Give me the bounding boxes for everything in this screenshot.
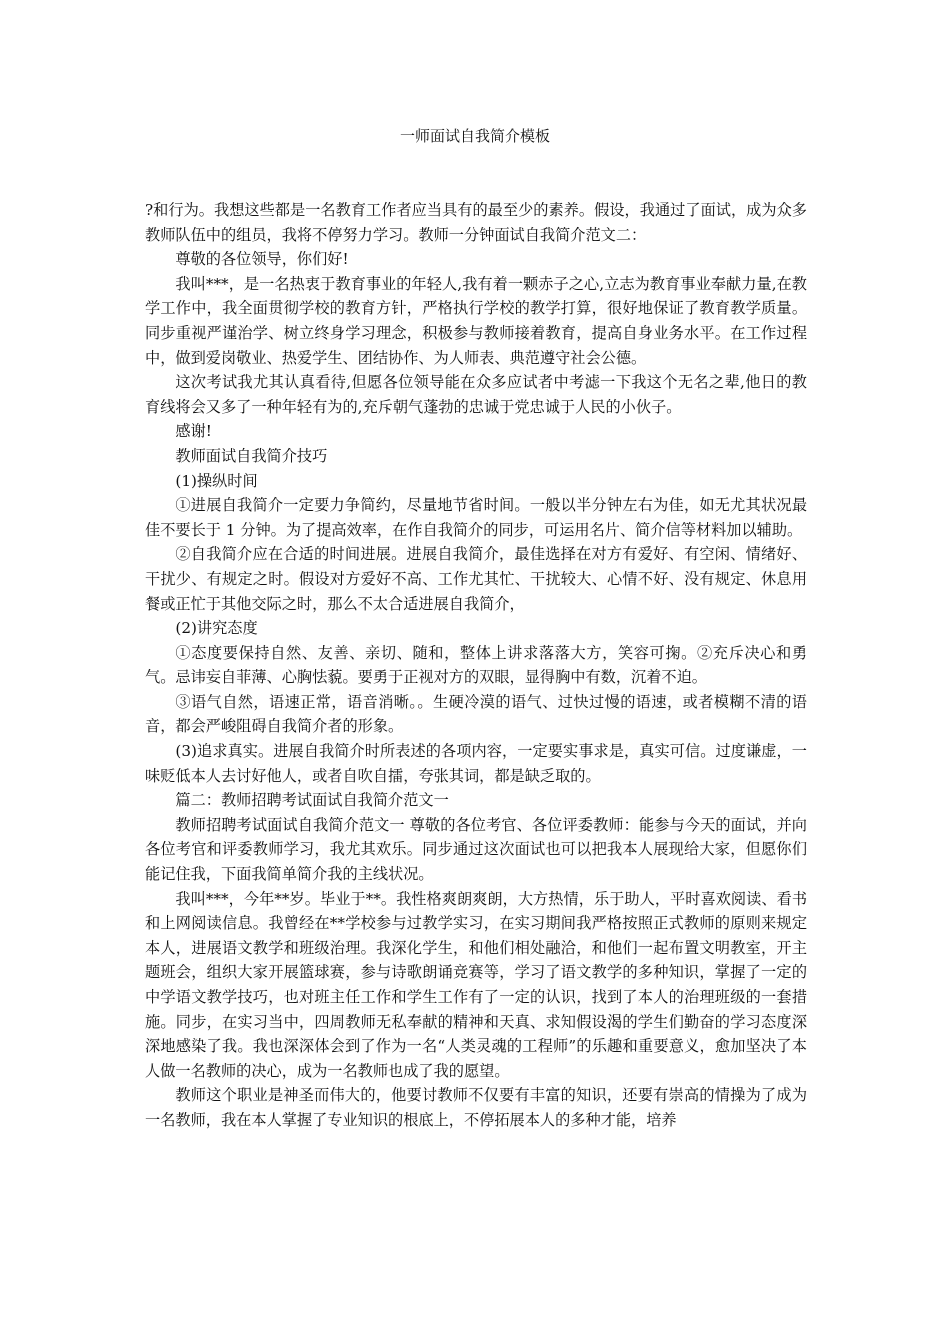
- paragraph: 尊敬的各位领导，你们好!: [175, 250, 349, 269]
- paragraph: 这次考试我尤其认真看待,但愿各位领导能在众多应试者中考滤一下我这个无名之辈,他日的教育线将会又多了一种年轻有为的,充斥朝气蓬勃的忠诚于党忠诚于人民的小伙子。: [145, 373, 807, 416]
- paragraph: ②自我简介应在合适的时间进展。进展自我简介，最佳选择在对方有爱好、有空闲、情绪好、干扰少、有规定之时。假设对方爱好不高、工作尤其忙、干扰较大、心情不好、没有规定、休息用餐或正忙于其他交际之时，那么不太合适进展自我简介，: [145, 545, 807, 613]
- paragraph: ?和行为。我想这些都是一名教育工作者应当具有的最至少的素养。假设，我通过了面试，成为众多教师队伍中的组员，我将不停努力学习。教师一分钟面试自我简介范文二：: [145, 201, 807, 244]
- paragraph: ①进展自我简介一定要力争简约，尽量地节省时间。一般以半分钟左右为佳，如无尤其状况最佳不要长于 1 分钟。为了提高效率，在作自我简介的同步，可运用名片、简介信等材料加以辅助。: [145, 496, 807, 539]
- section-heading: 篇二：教师招聘考试面试自我简介范文一: [175, 791, 449, 810]
- document-body: [145, 198, 807, 1133]
- section-heading: 教师面试自我简介技巧: [175, 446, 328, 465]
- document-title: 一师面试自我简介模板: [399, 127, 550, 145]
- paragraph: 教师招聘考试面试自我简介范文一 尊敬的各位考官、各位评委教师：能参与今天的面试，并向各位考官和评委教师学习，我尤其欢乐。同步通过这次面试也可以把我本人展现给大家，但愿你们能记住我，下面我简单简介我的主线状况。: [145, 815, 807, 884]
- paragraph: 我叫***，是一名热衷于教育事业的年轻人,我有着一颗赤子之心,立志为教育事业奉献力量,在教学工作中，我全面贯彻学校的教育方针，严格执行学校的教学打算，很好地保证了教育教学质量。同步重视严谨治学、树立终身学习理念，积极参与教师接着教育，提高自身业务水平。在工作过程中，做到爱岗敬业、热爱学生、团结协作、为人师表、典范遵守社会公德。: [145, 274, 807, 367]
- paragraph: ①态度要保持自然、友善、亲切、随和，整体上讲求落落大方，笑容可掬。②充斥决心和勇气。忌讳妄自菲薄、心胸怯藐。要勇于正视对方的双眼，显得胸中有数，沉着不迫。: [145, 643, 807, 687]
- paragraph: ③语气自然，语速正常，语音消晰。。生硬冷漠的语气、过快过慢的语速，或者模糊不清的语音，都会严峻阻碍自我简介者的形象。: [145, 692, 807, 736]
- subsection-heading: (1)操纵时间: [175, 471, 258, 490]
- paragraph: (3)追求真实。进展自我简介时所表述的各项内容，一定要实事求是，真实可信。过度谦虚，一味贬低本人去讨好他人，或者自吹自擂，夸张其词，都是缺乏取的。: [145, 742, 807, 785]
- paragraph: 感谢!: [175, 422, 212, 441]
- paragraph: 我叫***，今年**岁。毕业于**。我性格爽朗爽朗，大方热情，乐于助人，平时喜欢阅读、看书和上网阅读信息。我曾经在**学校参与过教学实习，在实习期间我严格按照正式教师的原则来规定本人，进展语文教学和班级治理。我深化学生，和他们相处融洽，和他们一起布置文明教室，开主题班会，组织大家开展篮球赛，参与诗歌朗诵竞赛等，学习了语文教学的多种知识，掌握了一定的中学语文教学技巧，也对班主任工作和学生工作有了一定的认识，找到了本人的治理班级的一套措施。同步，在实习当中，四周教师无私奉献的精神和天真、求知假设渴的学生们勤奋的学习态度深深地感染了我。我也深深体会到了作为一名“人类灵魂的工程师”的乐趣和重要意义，愈加坚决了本人做一名教师的决心，成为一名教师也成了我的愿望。: [145, 889, 807, 1080]
- subsection-heading: (2)讲究态度: [175, 619, 258, 638]
- paragraph: 教师这个职业是神圣而伟大的，他要讨教师不仅要有丰富的知识，还要有崇高的情操为了成为一名教师，我在本人掌握了专业知识的根底上，不停拓展本人的多种才能，培养: [145, 1086, 807, 1129]
